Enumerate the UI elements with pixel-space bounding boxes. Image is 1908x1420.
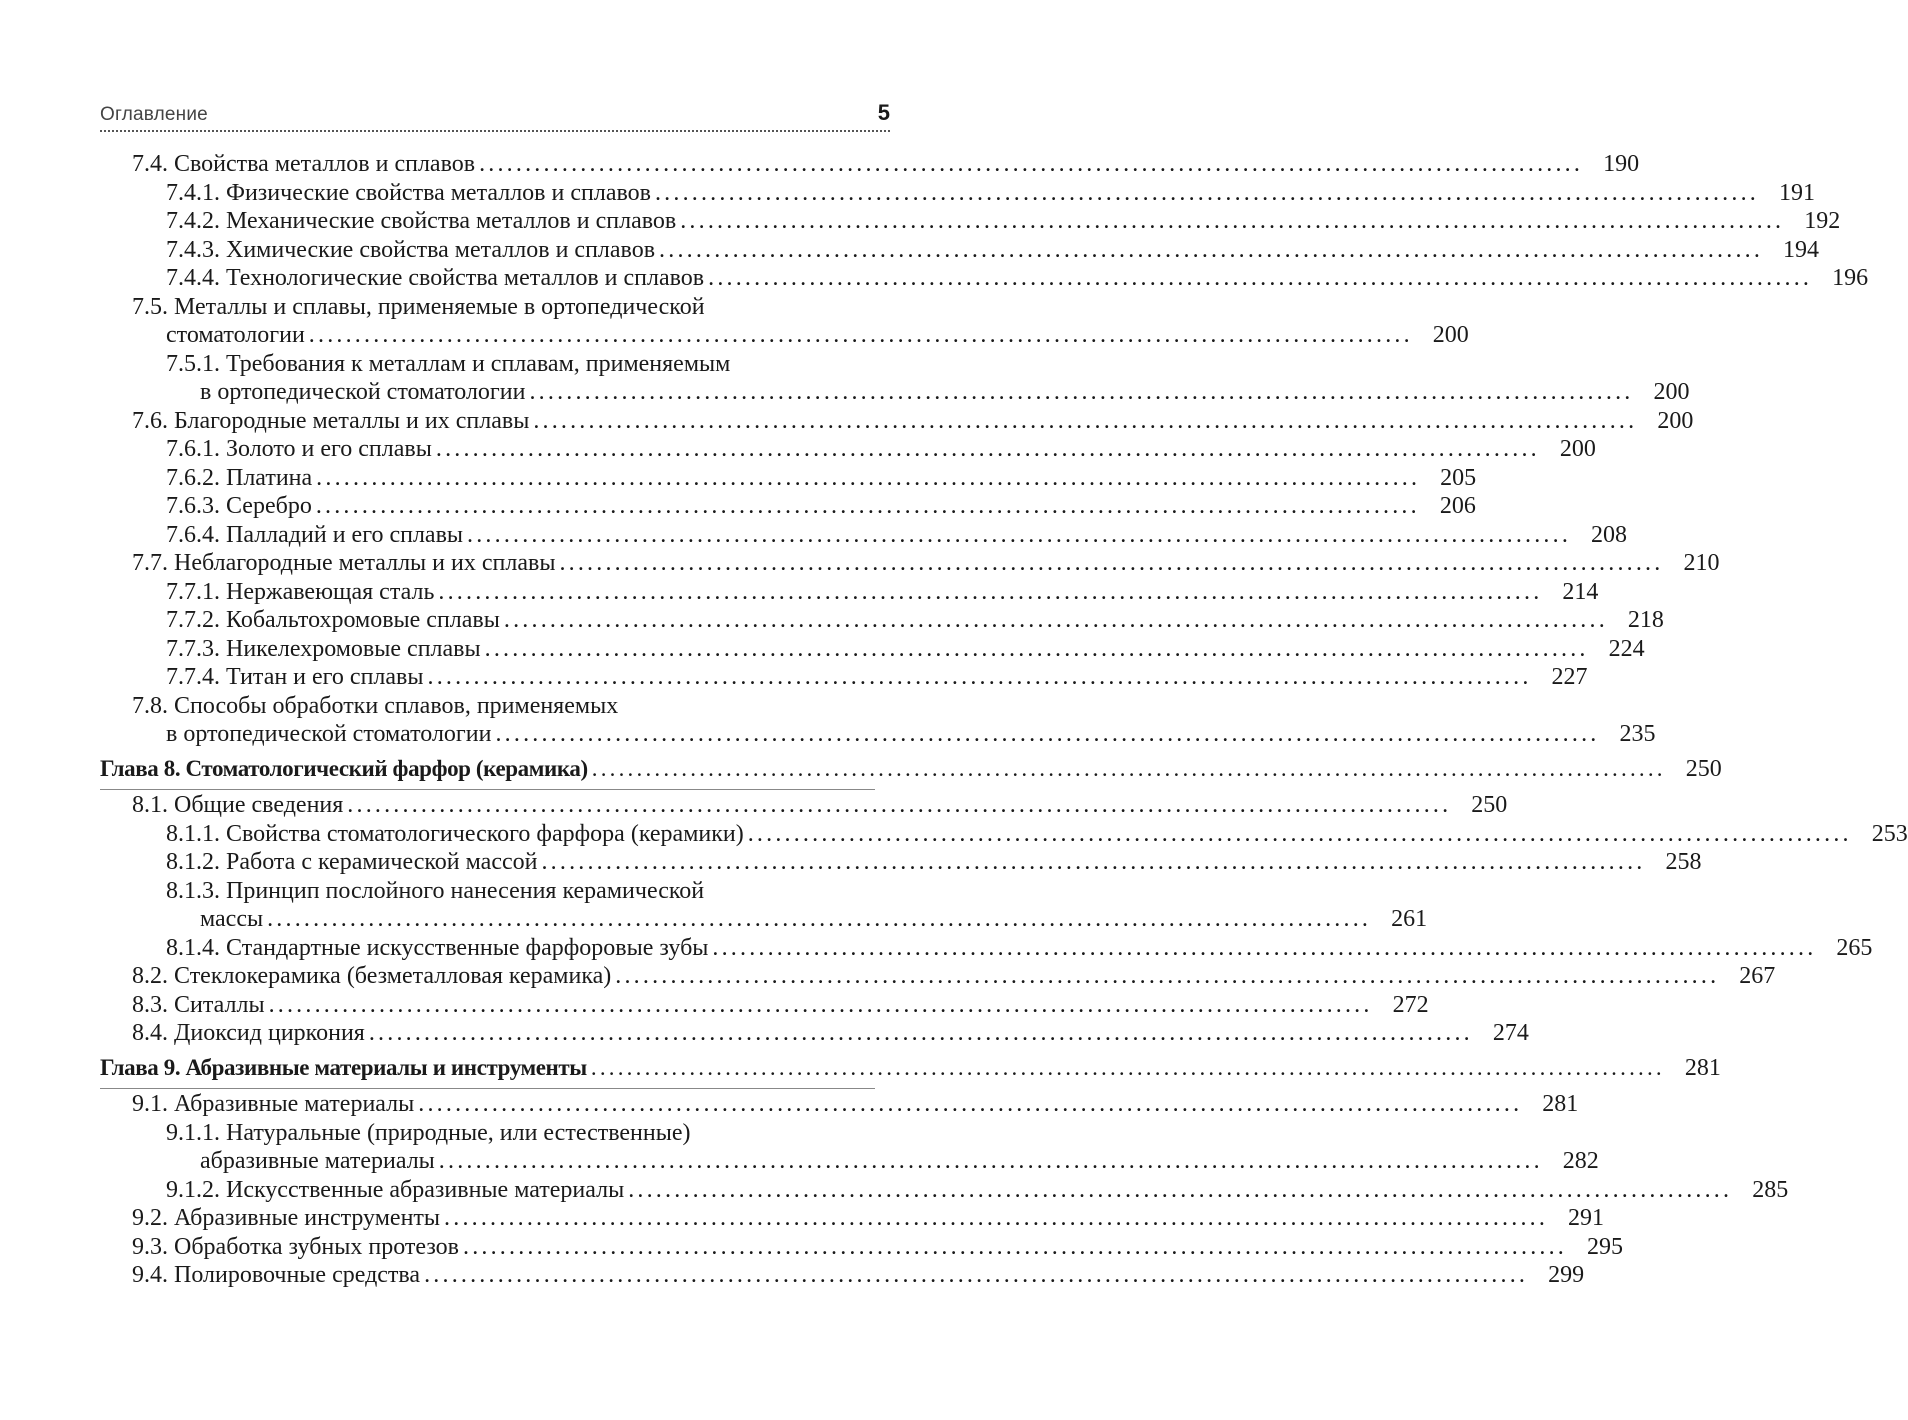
toc-entry-title: 7.4.1. Физические свойства металлов и сплавов — [166, 179, 655, 208]
toc-entry-8-1-3[interactable] — [100, 877, 1428, 934]
toc-chapter-page: 281 — [1684, 1054, 1721, 1081]
toc-entry-8-1[interactable] — [100, 791, 1508, 820]
toc-entry-title: 7.4.3. Химические свойства металлов и сплавов — [166, 236, 659, 265]
dot-leader: ........................................................................................................................ — [680, 208, 1785, 234]
toc-entry-title-line2: в ортопедической стоматологии — [166, 720, 495, 749]
toc-entry-7-7-2[interactable] — [100, 606, 1664, 635]
toc-entry-7-4-3[interactable] — [100, 236, 1820, 265]
dot-leader: ........................................................................................................................ — [438, 1148, 1543, 1174]
dot-leader: ........................................................................................................................ — [368, 1020, 1473, 1046]
toc-entry-9-2[interactable] — [100, 1204, 1605, 1233]
dot-leader: ........................................................................................................................ — [615, 963, 1720, 989]
toc-entry-title: 7.6.4. Палладий и его сплавы — [166, 521, 467, 550]
toc-entry-page: 200 — [1559, 436, 1596, 462]
toc-entry-title-line1: 9.1.1. Натуральные (природные, или естественные) — [166, 1119, 691, 1146]
toc-entry-page: 235 — [1619, 721, 1656, 747]
toc-entry-page: 208 — [1591, 521, 1628, 548]
dot-leader: ........................................................................................................................ — [503, 607, 1608, 633]
toc-entry-page: 196 — [1832, 265, 1869, 291]
table-of-contents — [100, 150, 1908, 1290]
toc-chapter-8[interactable] — [100, 755, 1722, 784]
toc-entry-page: 250 — [1471, 792, 1508, 818]
toc-entry-title: 7.4. Свойства металлов и сплавов — [132, 150, 479, 179]
dot-leader: ........................................................................................................................ — [444, 1205, 1549, 1231]
header-dotted-rule — [100, 130, 890, 132]
toc-entry-title-line1: 8.1.3. Принцип послойного нанесения керамической — [166, 877, 705, 904]
dot-leader: ........................................................................................................................ — [424, 1262, 1529, 1288]
toc-entry-page: 227 — [1551, 664, 1588, 690]
toc-entry-7-6-1[interactable] — [100, 435, 1596, 464]
toc-entry-page: 253 — [1871, 820, 1908, 847]
toc-entry-title: 9.3. Обработка зубных протезов — [132, 1233, 463, 1262]
toc-entry-page: 200 — [1657, 407, 1694, 434]
dot-leader: ........................................................................................................................ — [559, 550, 1664, 576]
toc-chapter-title: Глава 9. Абразивные материалы и инструменты — [100, 1054, 587, 1080]
dot-leader: ........................................................................................................................ — [712, 934, 1817, 961]
toc-entry-8-1-1[interactable] — [100, 820, 1908, 849]
toc-entry-7-4[interactable] — [100, 150, 1640, 179]
toc-entry-page: 295 — [1587, 1233, 1623, 1260]
toc-entry-7-8[interactable] — [100, 692, 1656, 749]
page-number: 5 — [877, 100, 890, 125]
toc-entry-page: 281 — [1542, 1091, 1579, 1117]
toc-entry-title: 7.4.2. Механические свойства металлов и сплавов — [166, 207, 680, 236]
toc-entry-7-5[interactable] — [100, 293, 1469, 350]
toc-entry-title: 8.2. Стеклокерамика (безметалловая керамика) — [132, 962, 615, 991]
toc-entry-title-line1: 7.5. Металлы и сплавы, применяемые в ортопедической — [132, 293, 705, 320]
toc-entry-title: 9.1.2. Искусственные абразивные материалы — [166, 1176, 628, 1205]
dot-leader: ........................................................................................................................ — [529, 379, 1634, 405]
toc-entry-page: 190 — [1603, 151, 1640, 177]
running-title: Оглавление — [100, 104, 208, 125]
dot-leader: ........................................................................................................................ — [479, 151, 1584, 177]
dot-leader: ........................................................................................................................ — [308, 322, 1413, 348]
toc-entry-page: 191 — [1778, 179, 1815, 206]
toc-entry-7-7[interactable] — [100, 549, 1720, 578]
dot-leader: ........................................................................................................................ — [315, 493, 1420, 519]
toc-entry-7-6[interactable] — [100, 407, 1694, 436]
toc-entry-7-6-2[interactable] — [100, 464, 1477, 493]
dot-leader: ........................................................................................................................ — [347, 792, 1452, 818]
toc-entry-title: 7.6.2. Платина — [166, 464, 316, 493]
toc-entry-7-6-4[interactable] — [100, 521, 1628, 550]
toc-entry-title: 7.7.1. Нержавеющая сталь — [166, 578, 438, 607]
toc-entry-title: 7.6.3. Серебро — [166, 492, 316, 521]
page-header — [100, 100, 890, 132]
toc-entry-title-line1: 7.5.1. Требования к металлам и сплавам, применяемым — [166, 350, 731, 377]
toc-entry-9-3[interactable] — [100, 1233, 1623, 1262]
toc-entry-page: 258 — [1665, 849, 1702, 875]
dot-leader: ........................................................................................................................ — [541, 849, 1646, 875]
dot-leader: ........................................................................................................................ — [427, 664, 1532, 690]
dot-leader: ........................................................................................................................ — [747, 820, 1852, 847]
dot-leader: ........................................................................................................................ — [590, 1054, 1665, 1080]
toc-entry-9-1-1[interactable] — [100, 1119, 1599, 1176]
toc-entry-title: 7.7. Неблагородные металлы и их сплавы — [132, 549, 559, 578]
toc-entry-page: 299 — [1548, 1262, 1585, 1288]
toc-entry-page: 205 — [1440, 464, 1477, 491]
toc-entry-title: 8.1. Общие сведения — [132, 791, 347, 820]
toc-entry-7-6-3[interactable] — [100, 492, 1476, 521]
toc-entry-page: 285 — [1752, 1176, 1789, 1203]
chapter-divider — [100, 1088, 875, 1089]
toc-entry-page: 291 — [1568, 1205, 1605, 1231]
toc-entry-page: 206 — [1439, 493, 1476, 519]
toc-entry-9-4[interactable] — [100, 1261, 1585, 1290]
dot-leader: ........................................................................................................................ — [533, 407, 1638, 434]
toc-entry-title: 7.6. Благородные металлы и их сплавы — [132, 407, 533, 436]
toc-entry-title: 9.2. Абразивные инструменты — [132, 1204, 444, 1233]
dot-leader: ........................................................................................................................ — [708, 265, 1813, 291]
chapter-divider — [100, 789, 875, 790]
dot-leader: ........................................................................................................................ — [316, 464, 1421, 491]
toc-entry-page: 261 — [1391, 906, 1428, 932]
dot-leader: ........................................................................................................................ — [628, 1176, 1733, 1203]
toc-entry-page: 282 — [1562, 1148, 1599, 1174]
toc-entry-page: 224 — [1608, 635, 1645, 662]
toc-entry-title: 7.4.4. Технологические свойства металлов и сплавов — [166, 264, 708, 293]
toc-entry-8-2[interactable] — [100, 962, 1776, 991]
dot-leader: ........................................................................................................................ — [268, 991, 1373, 1018]
dot-leader: ........................................................................................................................ — [418, 1091, 1523, 1117]
toc-entry-title-line2: стоматологии — [166, 321, 309, 350]
dot-leader: ........................................................................................................................ — [659, 236, 1764, 263]
toc-entry-page: 192 — [1804, 208, 1841, 234]
dot-leader: ........................................................................................................................ — [654, 179, 1759, 206]
dot-leader: ........................................................................................................................ — [495, 721, 1600, 747]
dot-leader: ........................................................................................................................ — [467, 521, 1572, 548]
dot-leader: ........................................................................................................................ — [267, 906, 1372, 932]
toc-entry-7-7-3[interactable] — [100, 635, 1645, 664]
dot-leader: ........................................................................................................................ — [463, 1233, 1567, 1260]
toc-entry-9-1-2[interactable] — [100, 1176, 1789, 1205]
toc-entry-title: 7.7.3. Никелехромовые сплавы — [166, 635, 485, 664]
toc-entry-7-7-1[interactable] — [100, 578, 1599, 607]
toc-entry-title: 8.1.1. Свойства стоматологического фарфора (керамики) — [166, 820, 748, 849]
toc-entry-title: 7.7.2. Кобальтохромовые сплавы — [166, 606, 504, 635]
toc-entry-page: 214 — [1562, 578, 1599, 605]
toc-entry-title-line1: 7.8. Способы обработки сплавов, применяемых — [132, 692, 619, 719]
toc-entry-8-1-4[interactable] — [100, 934, 1873, 963]
toc-entry-9-1[interactable] — [100, 1090, 1579, 1119]
toc-entry-title-line2: в ортопедической стоматологии — [200, 378, 529, 407]
toc-entry-page: 200 — [1432, 322, 1469, 348]
toc-entry-page: 200 — [1653, 379, 1690, 405]
toc-entry-page: 272 — [1392, 991, 1429, 1018]
toc-entry-page: 218 — [1627, 607, 1664, 633]
toc-entry-title-line2: массы — [200, 905, 267, 934]
toc-chapter-page: 250 — [1685, 755, 1722, 782]
toc-entry-page: 265 — [1836, 934, 1873, 961]
toc-entry-7-4-1[interactable] — [100, 179, 1815, 208]
toc-chapter-title: Глава 8. Стоматологический фарфор (керамика) — [100, 755, 588, 781]
toc-entry-title: 8.1.4. Стандартные искусственные фарфоровые зубы — [166, 934, 712, 963]
toc-entry-page: 210 — [1683, 550, 1720, 576]
toc-entry-title: 8.1.2. Работа с керамической массой — [166, 848, 541, 877]
toc-entry-7-5-1[interactable] — [100, 350, 1690, 407]
toc-entry-title: 9.1. Абразивные материалы — [132, 1090, 418, 1119]
toc-entry-page: 267 — [1739, 963, 1776, 989]
toc-entry-title-line2: абразивные материалы — [200, 1147, 439, 1176]
toc-entry-title: 7.7.4. Титан и его сплавы — [166, 663, 428, 692]
toc-entry-page: 194 — [1783, 236, 1820, 263]
toc-entry-7-7-4[interactable] — [100, 663, 1588, 692]
toc-entry-title: 8.3. Ситаллы — [132, 991, 269, 1020]
toc-entry-title: 8.4. Диоксид циркония — [132, 1019, 369, 1048]
toc-entry-title: 7.6.1. Золото и его сплавы — [166, 435, 436, 464]
toc-entry-8-4[interactable] — [100, 1019, 1529, 1048]
toc-entry-8-3[interactable] — [100, 991, 1429, 1020]
toc-entry-title: 9.4. Полировочные средства — [132, 1261, 424, 1290]
dot-leader: ........................................................................................................................ — [438, 578, 1543, 605]
toc-entry-8-1-2[interactable] — [100, 848, 1702, 877]
dot-leader: ........................................................................................................................ — [591, 755, 1666, 781]
toc-entry-7-4-4[interactable] — [100, 264, 1869, 293]
toc-chapter-9[interactable] — [100, 1054, 1721, 1083]
toc-entry-7-4-2[interactable] — [100, 207, 1841, 236]
dot-leader: ........................................................................................................................ — [484, 635, 1589, 662]
dot-leader: ........................................................................................................................ — [435, 436, 1540, 462]
toc-entry-page: 274 — [1492, 1020, 1529, 1046]
